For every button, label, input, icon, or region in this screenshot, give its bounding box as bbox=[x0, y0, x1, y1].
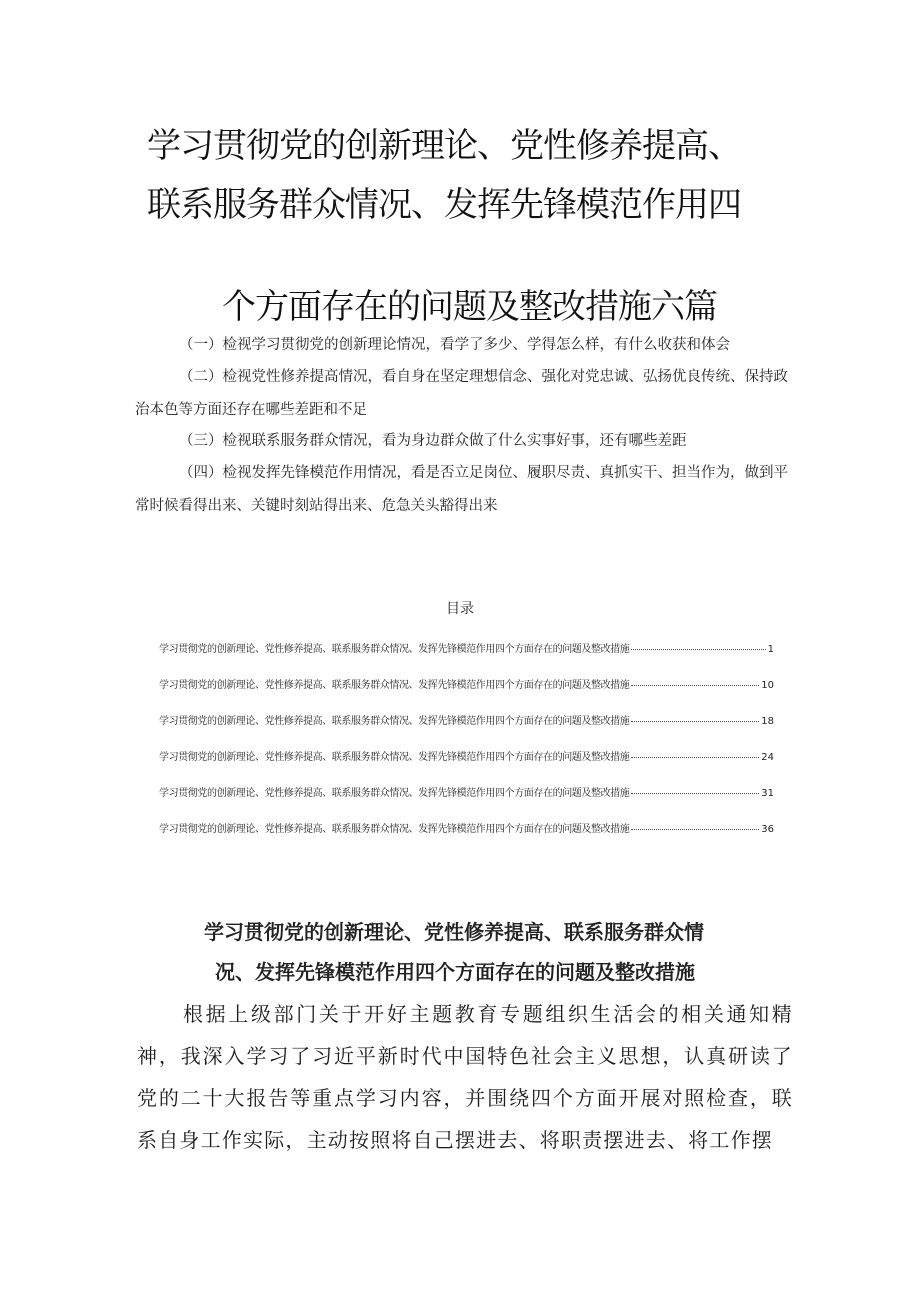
toc-entry-text: 学习贯彻党的创新理论、党性修养提高、联系服务群众情况、发挥先锋模范作用四个方面存在的问题及整改措施 bbox=[159, 824, 630, 835]
toc-entry[interactable] bbox=[159, 748, 774, 784]
toc-entry-page: 31 bbox=[761, 788, 774, 799]
toc-entry-text: 学习贯彻党的创新理论、党性修养提高、联系服务群众情况、发挥先锋模范作用四个方面存在的问题及整改措施 bbox=[159, 680, 630, 691]
toc-entry-page: 10 bbox=[761, 680, 774, 691]
toc-entry-text: 学习贯彻党的创新理论、党性修养提高、联系服务群众情况、发挥先锋模范作用四个方面存在的问题及整改措施 bbox=[159, 716, 630, 727]
toc-entry-text: 学习贯彻党的创新理论、党性修养提高、联系服务群众情况、发挥先锋模范作用四个方面存在的问题及整改措施 bbox=[159, 788, 630, 799]
toc-leader-dots bbox=[631, 757, 759, 758]
intro-item-3: （三）检视联系服务群众情况，看为身边群众做了什么实事好事，还有哪些差距 bbox=[179, 433, 687, 449]
toc-entry[interactable] bbox=[159, 640, 774, 676]
toc-entry[interactable] bbox=[159, 820, 774, 856]
toc-entry-page: 1 bbox=[767, 644, 774, 655]
main-title-line-2: 联系服务群众情况、发挥先锋模范作用四 bbox=[147, 185, 741, 225]
toc-title: 目录 bbox=[446, 601, 474, 617]
toc-entry-text: 学习贯彻党的创新理论、党性修养提高、联系服务群众情况、发挥先锋模范作用四个方面存在的问题及整改措施 bbox=[159, 752, 630, 763]
toc-leader-dots bbox=[631, 649, 765, 650]
toc-entry-text: 学习贯彻党的创新理论、党性修养提高、联系服务群众情况、发挥先锋模范作用四个方面存在的问题及整改措施 bbox=[159, 644, 630, 655]
toc-entry-page: 18 bbox=[761, 716, 774, 727]
intro-item-1: （一）检视学习贯彻党的创新理论情况，看学了多少、学得怎么样，有什么收获和体会 bbox=[179, 337, 730, 353]
toc-entry-page: 24 bbox=[761, 752, 774, 763]
table-of-contents bbox=[159, 640, 774, 856]
toc-leader-dots bbox=[631, 793, 759, 794]
toc-leader-dots bbox=[631, 685, 759, 686]
toc-entry[interactable] bbox=[159, 784, 774, 820]
toc-entry[interactable] bbox=[159, 712, 774, 748]
main-title-line-3: 个方面存在的问题及整改措施六篇 bbox=[222, 287, 717, 327]
section-title-line-1: 学习贯彻党的创新理论、党性修养提高、联系服务群众情 bbox=[204, 920, 704, 944]
toc-leader-dots bbox=[631, 829, 759, 830]
main-title-line-1: 学习贯彻党的创新理论、党性修养提高、 bbox=[147, 126, 741, 166]
toc-entry[interactable] bbox=[159, 676, 774, 712]
intro-item-4: （四）检视发挥先锋模范作用情况，看是否立足岗位、履职尽责、真抓实干、担当作为，做到平常时候看得出来、关键时刻站得出来、危急关头豁得出来 bbox=[135, 465, 788, 514]
body-paragraph: 根据上级部门关于开好主题教育专题组织生活会的相关通知精神，我深入学习了习近平新时代中国特色社会主义思想，认真研读了党的二十大报告等重点学习内容，并围绕四个方面开展对照检查，联系自身工作实际，主动按照将自己摆进去、将职责摆进去、将工作摆 bbox=[137, 1002, 793, 1152]
section-title-line-2: 况、发挥先锋模范作用四个方面存在的问题及整改措施 bbox=[215, 960, 695, 984]
intro-item-2: （二）检视党性修养提高情况，看自身在坚定理想信念、强化对党忠诚、弘扬优良传统、保持政治本色等方面还存在哪些差距和不足 bbox=[135, 369, 788, 418]
toc-leader-dots bbox=[631, 721, 759, 722]
toc-entry-page: 36 bbox=[761, 824, 774, 835]
